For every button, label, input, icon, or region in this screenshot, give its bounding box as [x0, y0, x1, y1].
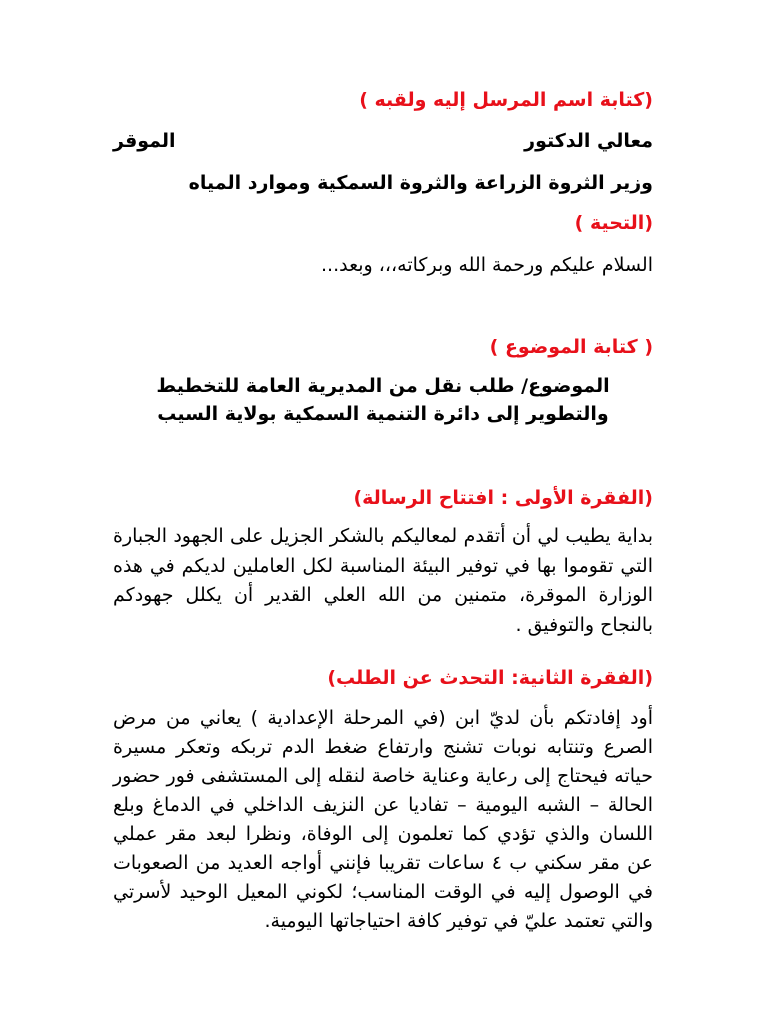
greeting-heading: (التحية ) [574, 212, 653, 234]
addressee-line [113, 129, 653, 153]
paragraph1-text: بداية يطيب لي أن أتقدم لمعاليكم بالشكر الجزيل على الجهود الجبارة التي تقوموا بها في توفير البيئة المناسبة لكل العاملين لديكم في هذه الوزارة الموقرة، متمنين من الله العلي القدير أن يكلل جهودكم بالنجاح والتوفيق . [113, 525, 653, 636]
subject-heading: ( كتابة الموضوع ) [489, 336, 653, 358]
sender-heading: (كتابة اسم المرسل إليه ولقبه ) [359, 89, 653, 111]
paragraph2-text: أود إفادتكم بأن لديّ ابن (في المرحلة الإعدادية ) يعاني من مرض الصرع وتنتابه نوبات تشنج وارتفاع ضغط الدم تربكه وتعكر مسيرة حياته فيحتاج إلى رعاية وعناية خاصة لنقله إلى المستشفى فور حضور الحالة – الشبه اليومية – تفاديا عن النزيف الداخلي في الدماغ وبلع اللسان والذي تؤدي كما تعلمون إلى الوفاة، ونظرا لبعد مقر عملي عن مقر سكني ب ٤ ساعات تقريبا فإنني أواجه العديد من الصعوبات في الوصول إليه في الوقت المناسب؛ لكوني المعيل الوحيد لأسرتي والتي تعتمد عليّ في توفير كافة احتياجاتها اليومية. [113, 707, 653, 932]
paragraph2-heading: (الفقرة الثانية: التحدث عن الطلب) [327, 667, 653, 689]
subject-text: الموضوع/ طلب نقل من المديرية العامة للتخطيط والتطوير إلى دائرة التنمية السمكية بولاية السيب [156, 375, 610, 425]
addressee-honorific: الموقر [113, 130, 176, 152]
addressee-title: معالي الدكتور [524, 130, 653, 152]
addressee-position: وزير الثروة الزراعة والثروة السمكية وموارد المياه [188, 172, 653, 194]
paragraph1-heading: (الفقرة الأولى : افتتاح الرسالة) [353, 487, 653, 509]
greeting-text: السلام عليكم ورحمة الله وبركاته،،، وبعد... [321, 254, 653, 276]
